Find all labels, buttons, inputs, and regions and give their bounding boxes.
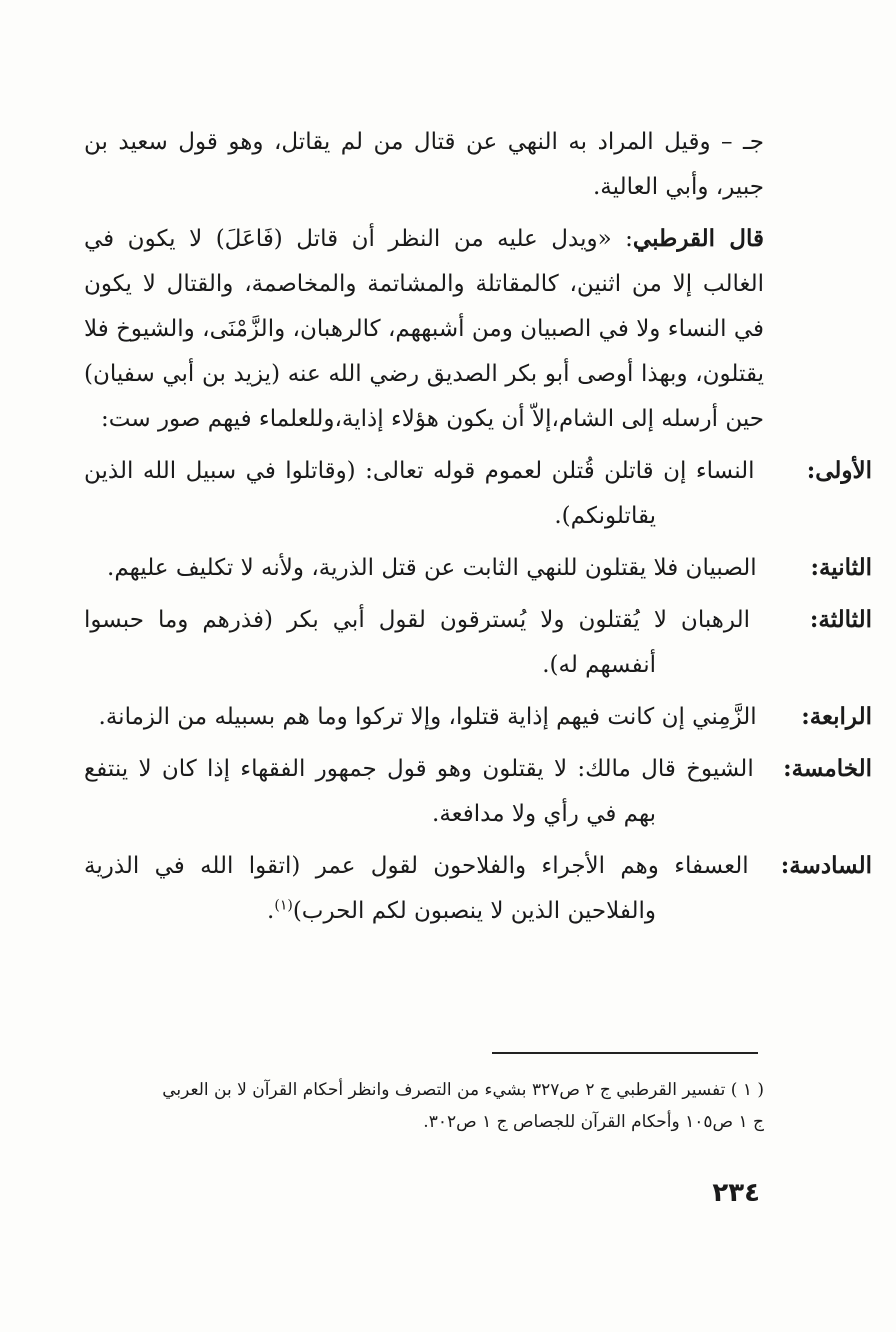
footnote-reference[interactable]: (١) [274,897,293,914]
list-item-third: الثالثة: الرهبان لا يُقتلون ولا يُسترقون لقول أبي بكر (فذرهم وما حبسوا أنفسهم له). [84,606,872,678]
footnote-divider [492,1052,758,1054]
page-body [84,120,872,934]
item-text: الصبيان فلا يقتلون للنهي الثابت عن قتل الذرية، ولأنه لا تكليف عليهم. [107,555,764,581]
list-item-second: الثانية: الصبيان فلا يقتلون للنهي الثابت عن قتل الذرية، ولأنه لا تكليف عليهم. [107,554,872,581]
list-item-first: الأولى: النساء إن قاتلن قُتلن لعموم قوله تعالى: (وقاتلوا في سبيل الله الذين يقاتلونكم). [84,457,872,529]
qurtubi-lead: قال القرطبي [632,225,764,252]
footnote-line-2: ج ١ ص١٠٥ وأحكام القرآن للجصاص ج ١ ص٣٠٢. [423,1112,764,1132]
paragraph-c: جـ – وقيل المراد به النهي عن قتال من لم يقاتل، وهو قول سعيد بن جبير، وأبي العالية. [84,129,764,200]
item-text: الشيوخ قال مالك: لا يقتلون وهو قول جمهور الفقهاء إذا كان لا ينتفع بهم في رأي ولا مدافعة. [84,756,764,827]
footnotes [84,1074,764,1138]
page-number: ٢٣٤ [712,1178,760,1208]
footnote-line-1: ( ١ ) تفسير القرطبي ج ٢ ص٣٢٧ بشيء من التصرف وانظر أحكام القرآن لا بن العربي [162,1080,764,1100]
list-item-sixth: السادسة: العسفاء وهم الأجراء والفلاحون لقول عمر (اتقوا الله في الذرية والفلاحين الذين لا ينصبون لكم الحرب)$^{(١)}$. [84,852,872,924]
qurtubi-text: : «ويدل عليه من النظر أن قاتل (فَاعَلَ) لا يكون في الغالب إلا من اثنين، كالمقاتلة والمشاتمة والمخاصمة، والقتال لا يكون في النساء ولا في الصبيان ومن أشبههم، كالرهبان، والزَّمْنَى، والشيوخ فلا يقتلون، وبهذا أوصى أبو بكر الصديق رضي الله عنه (يزيد بن أبي سفيان) حين أرسله إلى الشام،إلاّ أن يكون هؤلاء إذاية،وللعلماء فيهم صور ست: [84,226,764,432]
qurtubi-paragraph [84,216,764,442]
item-text: العسفاء وهم الأجراء والفلاحون لقول عمر (اتقوا الله في الذرية والفلاحين الذين لا ينصبون لكم الحرب) [84,853,764,924]
item-tail: . [267,898,275,924]
list-item-fourth: الرابعة: الزَّمِني إن كانت فيهم إذاية قتلوا، وإلا تركوا وما هم بسبيله من الزمانة. [98,703,872,730]
item-text: النساء إن قاتلن قُتلن لعموم قوله تعالى: (وقاتلوا في سبيل الله الذين يقاتلونكم). [84,458,764,529]
item-text: الرهبان لا يُقتلون ولا يُسترقون لقول أبي بكر (فذرهم وما حبسوا أنفسهم له). [84,607,764,678]
list-item-fifth: الخامسة: الشيوخ قال مالك: لا يقتلون وهو قول جمهور الفقهاء إذا كان لا ينتفع بهم في رأي ولا مدافعة. [84,755,872,827]
item-text: الزَّمِني إن كانت فيهم إذاية قتلوا، وإلا تركوا وما هم بسبيله من الزمانة. [98,704,764,730]
